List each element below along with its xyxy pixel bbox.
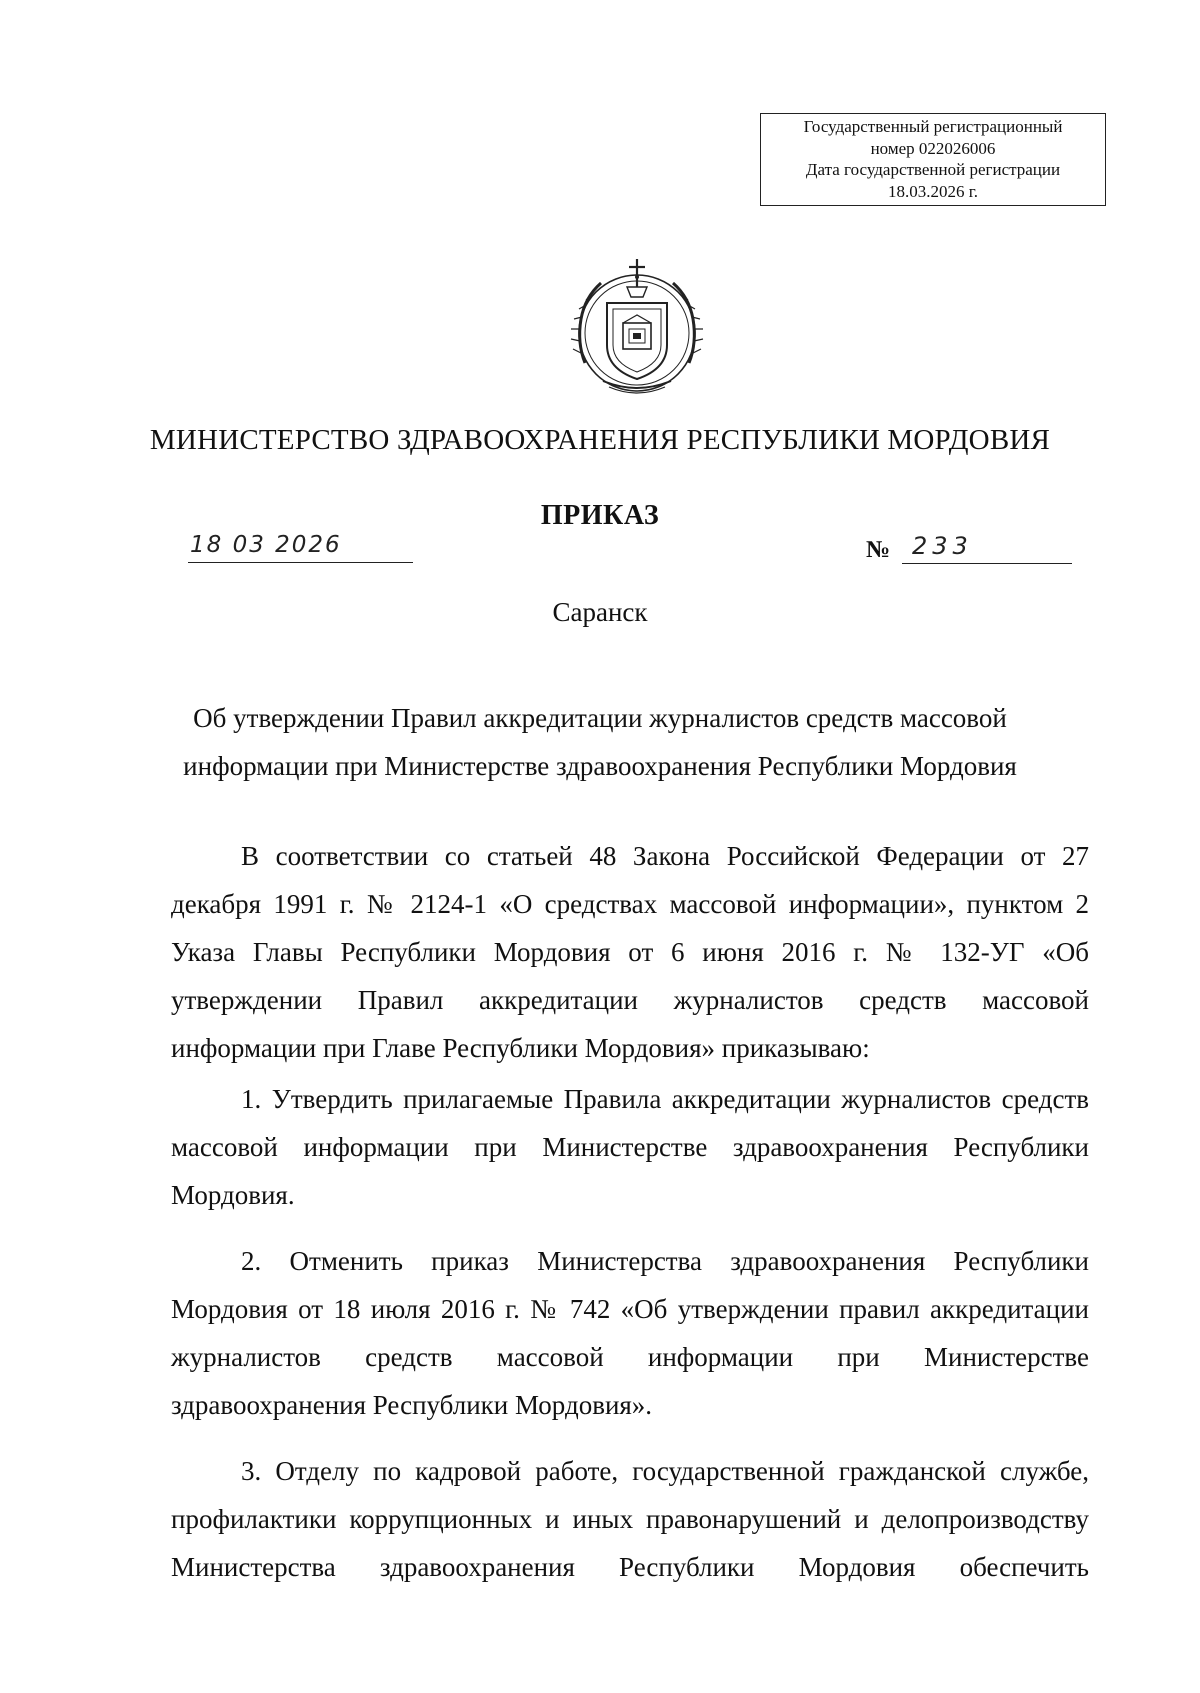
handwritten-date: 18 03 2026 [190,532,342,558]
title-line-1: Об утверждении Правил аккредитации журналистов средств массовой [193,703,1007,733]
registration-stamp [760,113,1106,206]
ministry-name: МИНИСТЕРСТВО ЗДРАВООХРАНЕНИЯ РЕСПУБЛИКИ МОРДОВИЯ [149,424,1051,456]
number-label: № [866,537,891,563]
coat-of-arms-icon [563,253,711,403]
handwritten-number: 233 [912,532,973,560]
document-title [140,694,1060,790]
item-1-paragraph: 1. Утвердить прилагаемые Правила аккредитации журналистов средств массовой информации при Министерстве здравоохранения Республики Мордовия. [171,1084,1089,1210]
registration-line-3: Дата государственной регистрации [805,160,1061,179]
registration-date: 18.03.2026 г. [887,181,979,201]
title-line-2: информации при Министерстве здравоохранения Республики Мордовия [183,751,1017,781]
item-2-paragraph: 2. Отменить приказ Министерства здравоохранения Республики Мордовия от 18 июля 2016 г. № 742 «Об утверждении правил аккредитации журналистов средств массовой информации при Министерстве здравоохранения Республики Мордовия». [171,1246,1089,1420]
preamble-paragraph: В соответствии со статьей 48 Закона Российской Федерации от 27 декабря 1991 г. № 2124-1 «О средствах массовой информации», пунктом 2 Указа Главы Республики Мордовия от 6 июня 2016 г. № 132-УГ «Об утверждении Правил аккредитации журналистов средств массовой информации при Главе Республики Мордовия» приказываю: [171,841,1089,1063]
registration-number: номер 022026006 [870,138,996,158]
city: Саранск [552,597,648,627]
document-body [171,832,1089,1591]
item-3-paragraph: 3. Отделу по кадровой работе, государственной гражданской службе, профилактики коррупционных и иных правонарушений и делопроизводству Министерства здравоохранения Республики Мордовия обеспечить [171,1456,1089,1582]
registration-line-1: Государственный регистрационный [803,117,1063,136]
document-type: ПРИКАЗ [540,500,660,531]
